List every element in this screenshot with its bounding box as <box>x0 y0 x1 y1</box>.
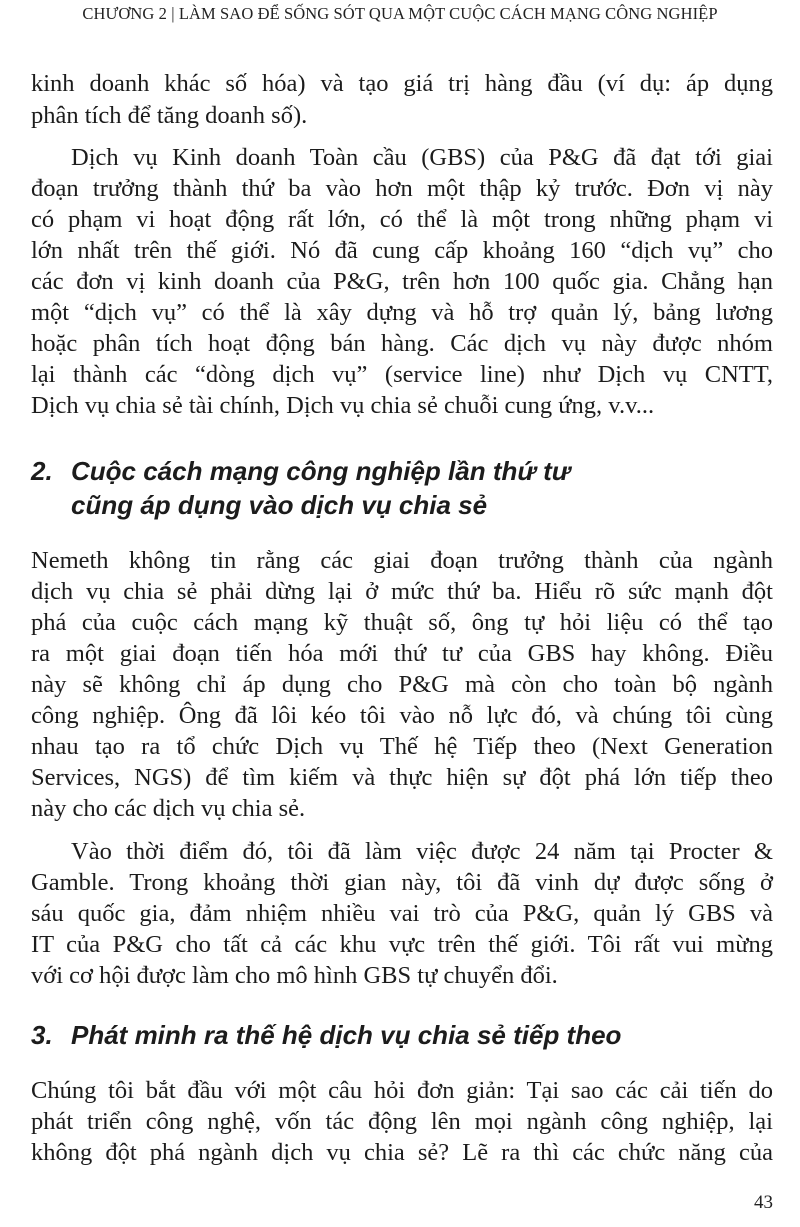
paragraph-line: Dịch vụ Kinh doanh Toàn cầu (GBS) của P&G đã đạt tới giai <box>71 144 773 171</box>
paragraph-line: đoạn trưởng thành thứ ba vào hơn một thập kỷ trước. Đơn vị này <box>31 175 773 202</box>
paragraph-line: Services, NGS) để tìm kiếm và thực hiện sự đột phá lớn tiếp theo <box>31 764 773 791</box>
section-heading-3 <box>31 1019 621 1051</box>
running-head: CHƯƠNG 2 | LÀM SAO ĐỂ SỐNG SÓT QUA MỘT CUỘC CÁCH MẠNG CÔNG NGHIỆP <box>82 4 718 23</box>
section-heading-line: Cuộc cách mạng công nghiệp lần thứ tư <box>71 456 571 486</box>
paragraph-line: với cơ hội được làm cho mô hình GBS tự chuyển đổi. <box>31 962 558 989</box>
paragraph-line: một “dịch vụ” có thể là xây dựng và hỗ trợ quản lý, bảng lương <box>31 299 773 326</box>
paragraph-line: phân tích để tăng doanh số). <box>31 102 308 129</box>
paragraph-line: Dịch vụ chia sẻ tài chính, Dịch vụ chia sẻ chuỗi cung ứng, v.v... <box>31 392 655 419</box>
paragraph-line: này cho các dịch vụ chia sẻ. <box>31 795 306 822</box>
paragraph-line: này sẽ không chỉ áp dụng cho P&G mà còn cho toàn bộ ngành <box>31 671 773 698</box>
paragraph-line: Gamble. Trong khoảng thời gian này, tôi đã vinh dự được sống ở <box>31 869 773 896</box>
paragraph-line: có phạm vi hoạt động rất lớn, có thể là một trong những phạm vi <box>31 206 773 233</box>
paragraph-line: IT của P&G cho tất cả các khu vực trên thế giới. Tôi rất vui mừng <box>31 931 773 958</box>
paragraph-line: phá của cuộc cách mạng kỹ thuật số, ông tự hỏi liệu có thể tạo <box>31 609 773 636</box>
section-number: 2. <box>31 456 53 486</box>
section-heading-line: Phát minh ra thế hệ dịch vụ chia sẻ tiếp theo <box>71 1020 622 1050</box>
paragraph-line: phát triển công nghệ, vốn tác động lên mọi ngành công nghiệp, lại <box>31 1108 773 1135</box>
paragraph-line: sáu quốc gia, đảm nhiệm nhiều vai trò của P&G, quản lý GBS và <box>31 900 773 927</box>
paragraph-line: Chúng tôi bắt đầu với một câu hỏi đơn giản: Tại sao các cải tiến do <box>31 1077 773 1104</box>
page-number: 43 <box>754 1192 773 1213</box>
paragraph-line: nhau tạo ra tổ chức Dịch vụ Thế hệ Tiếp theo (Next Generation <box>31 733 773 760</box>
paragraph-line: dịch vụ chia sẻ phải dừng lại ở mức thứ ba. Hiểu rõ sức mạnh đột <box>31 578 773 605</box>
paragraph-line: lớn nhất trên thế giới. Nó đã cung cấp khoảng 160 “dịch vụ” cho <box>31 237 773 264</box>
paragraph-line: Vào thời điểm đó, tôi đã làm việc được 24 năm tại Procter & <box>71 838 773 865</box>
section-number: 3. <box>31 1020 53 1050</box>
section-heading-2 <box>31 455 570 487</box>
paragraph-line: không đột phá ngành dịch vụ chia sẻ? Lẽ ra thì các chức năng của <box>31 1139 773 1166</box>
paragraph-line: kinh doanh khác số hóa) và tạo giá trị hàng đầu (ví dụ: áp dụng <box>31 70 773 97</box>
section-heading-line: cũng áp dụng vào dịch vụ chia sẻ <box>71 490 488 520</box>
paragraph-line: hoặc phân tích hoạt động bán hàng. Các dịch vụ này được nhóm <box>31 330 773 357</box>
paragraph-line: Nemeth không tin rằng các giai đoạn trưởng thành của ngành <box>31 547 773 574</box>
paragraph-line: các đơn vị kinh doanh của P&G, trên hơn 100 quốc gia. Chẳng hạn <box>31 268 773 295</box>
paragraph-line: ra một giai đoạn tiến hóa mới thứ tư của GBS hay không. Điều <box>31 640 773 667</box>
paragraph-line: lại thành các “dòng dịch vụ” (service line) như Dịch vụ CNTT, <box>31 361 773 388</box>
paragraph-line: công nghiệp. Ông đã lôi kéo tôi vào nỗ lực đó, và chúng tôi cùng <box>31 702 773 729</box>
